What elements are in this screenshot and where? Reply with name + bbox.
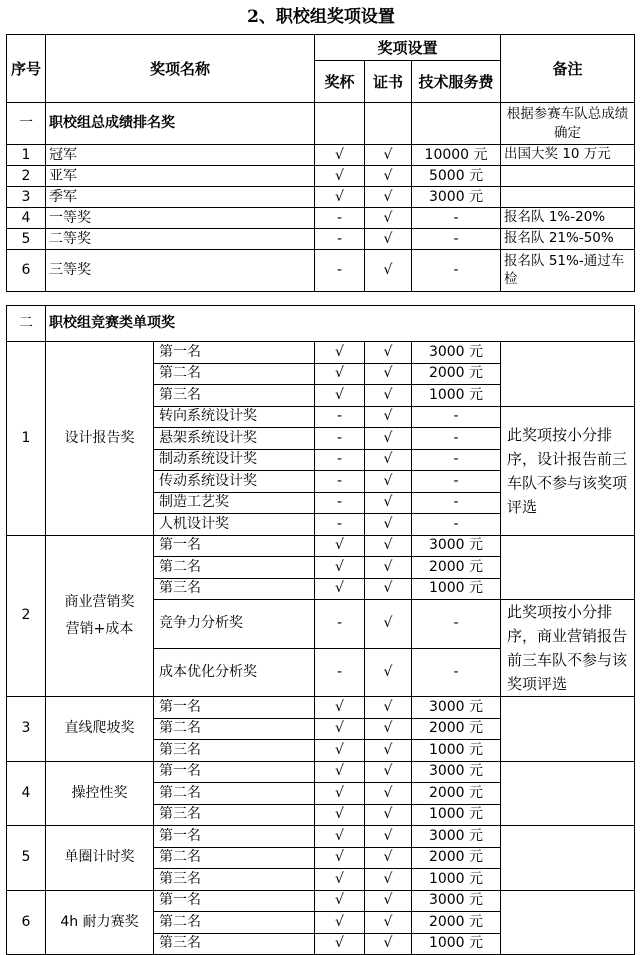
cert-mark: √ bbox=[365, 718, 412, 740]
table-row bbox=[7, 208, 635, 229]
fee-value: 2000 元 bbox=[412, 847, 501, 869]
group-no: 4 bbox=[7, 761, 46, 826]
table-row bbox=[7, 229, 635, 250]
cup-mark: √ bbox=[315, 342, 365, 364]
award-name: 第二名 bbox=[154, 912, 315, 934]
cert-mark: √ bbox=[365, 826, 412, 848]
cert-mark: √ bbox=[365, 166, 412, 187]
row-remark bbox=[501, 187, 635, 208]
group-name-text: 单圈计时奖 bbox=[64, 849, 135, 866]
award-name: 竞争力分析奖 bbox=[154, 600, 315, 649]
cup-mark: √ bbox=[315, 385, 365, 407]
group-no: 1 bbox=[7, 342, 46, 536]
table-row bbox=[7, 250, 635, 292]
cup-mark: - bbox=[315, 648, 365, 697]
cup-mark: - bbox=[315, 428, 365, 450]
table-row bbox=[7, 145, 635, 166]
fee-value: 1000 元 bbox=[412, 804, 501, 826]
fee-value: 1000 元 bbox=[412, 869, 501, 891]
empty-remark bbox=[501, 697, 635, 762]
section1-remark: 根据参赛车队总成绩确定 bbox=[501, 103, 635, 145]
group-name-text: 4h 耐力赛奖 bbox=[60, 913, 139, 930]
award-table-part1 bbox=[6, 34, 635, 292]
cert-mark: √ bbox=[365, 761, 412, 783]
table-row bbox=[7, 697, 635, 719]
cup-mark: √ bbox=[315, 697, 365, 719]
cup-mark: √ bbox=[315, 187, 365, 208]
award-name: 第三名 bbox=[154, 933, 315, 955]
row-remark bbox=[501, 166, 635, 187]
award-name: 传动系统设计奖 bbox=[154, 471, 315, 493]
award-name: 第一名 bbox=[154, 535, 315, 557]
award-name: 冠军 bbox=[46, 145, 315, 166]
row-remark: 报名队 51%-通过车检 bbox=[501, 250, 635, 292]
award-name: 亚军 bbox=[46, 166, 315, 187]
header-fee: 技术服务费 bbox=[412, 61, 501, 103]
section2-name: 职校组竞赛类单项奖 bbox=[46, 306, 635, 342]
fee-value: 3000 元 bbox=[412, 761, 501, 783]
cup-mark: √ bbox=[315, 890, 365, 912]
header-cert: 证书 bbox=[365, 61, 412, 103]
cert-mark: √ bbox=[365, 208, 412, 229]
cup-mark: √ bbox=[315, 145, 365, 166]
group-remark: 此奖项按小分排序，设计报告前三车队不参与该奖项评选 bbox=[501, 406, 635, 535]
cert-mark: √ bbox=[365, 847, 412, 869]
award-name: 第三名 bbox=[154, 578, 315, 600]
cert-mark: √ bbox=[365, 783, 412, 805]
award-name: 悬架系统设计奖 bbox=[154, 428, 315, 450]
cert-mark: √ bbox=[365, 471, 412, 493]
cert-mark: √ bbox=[365, 869, 412, 891]
header-cup: 奖杯 bbox=[315, 61, 365, 103]
fee-value: 1000 元 bbox=[412, 578, 501, 600]
row-remark: 报名队 1%-20% bbox=[501, 208, 635, 229]
cup-mark: - bbox=[315, 208, 365, 229]
row-remark: 出国大奖 10 万元 bbox=[501, 145, 635, 166]
cert-mark: √ bbox=[365, 187, 412, 208]
cup-mark: √ bbox=[315, 933, 365, 955]
cert-mark: √ bbox=[365, 557, 412, 579]
award-name: 制动系统设计奖 bbox=[154, 449, 315, 471]
cert-mark: √ bbox=[365, 250, 412, 292]
cert-mark: √ bbox=[365, 514, 412, 536]
group-no: 3 bbox=[7, 697, 46, 762]
group-no: 6 bbox=[7, 890, 46, 955]
group-name-text: 操控性奖 bbox=[71, 784, 128, 801]
group-name-text: 设计报告奖 bbox=[64, 429, 135, 446]
group-name bbox=[46, 761, 154, 826]
cup-mark: √ bbox=[315, 557, 365, 579]
row-no: 2 bbox=[7, 166, 46, 187]
cup-mark: √ bbox=[315, 804, 365, 826]
fee-value: - bbox=[412, 449, 501, 471]
group-name bbox=[46, 535, 154, 697]
empty-remark bbox=[501, 826, 635, 891]
cup-mark: - bbox=[315, 471, 365, 493]
header-no: 序号 bbox=[7, 35, 46, 103]
fee-value: 3000 元 bbox=[412, 342, 501, 364]
cert-mark: √ bbox=[365, 740, 412, 762]
cup-mark: - bbox=[315, 229, 365, 250]
fee-value: - bbox=[412, 406, 501, 428]
cert-mark: √ bbox=[365, 229, 412, 250]
award-name: 第二名 bbox=[154, 363, 315, 385]
fee-value: - bbox=[412, 208, 501, 229]
group-no: 5 bbox=[7, 826, 46, 891]
fee-value: 3000 元 bbox=[412, 535, 501, 557]
group-name bbox=[46, 826, 154, 891]
page-break bbox=[0, 295, 642, 305]
table-row bbox=[7, 166, 635, 187]
cert-mark: √ bbox=[365, 600, 412, 649]
fee-value: 3000 元 bbox=[412, 826, 501, 848]
table-row bbox=[7, 187, 635, 208]
header-remark: 备注 bbox=[501, 35, 635, 103]
group-subname-text: 营销+成本 bbox=[65, 620, 134, 637]
cert-mark: √ bbox=[365, 890, 412, 912]
award-name: 第一名 bbox=[154, 342, 315, 364]
cup-mark: √ bbox=[315, 869, 365, 891]
cup-mark: √ bbox=[315, 761, 365, 783]
cert-mark: √ bbox=[365, 697, 412, 719]
award-name: 转向系统设计奖 bbox=[154, 406, 315, 428]
fee-value: 1000 元 bbox=[412, 740, 501, 762]
cup-mark: - bbox=[315, 449, 365, 471]
fee-value: 10000 元 bbox=[412, 145, 501, 166]
award-name: 第三名 bbox=[154, 385, 315, 407]
table-row bbox=[7, 826, 635, 848]
award-name: 制造工艺奖 bbox=[154, 492, 315, 514]
fee-value: 2000 元 bbox=[412, 783, 501, 805]
cert-mark: √ bbox=[365, 406, 412, 428]
cup-mark: √ bbox=[315, 535, 365, 557]
header-name: 奖项名称 bbox=[46, 35, 315, 103]
award-name: 第一名 bbox=[154, 826, 315, 848]
cert-mark: √ bbox=[365, 648, 412, 697]
row-no: 1 bbox=[7, 145, 46, 166]
cup-mark: - bbox=[315, 406, 365, 428]
cert-mark: √ bbox=[365, 449, 412, 471]
cup-mark: √ bbox=[315, 783, 365, 805]
cup-mark: - bbox=[315, 514, 365, 536]
award-name: 第二名 bbox=[154, 718, 315, 740]
fee-value: - bbox=[412, 471, 501, 493]
group-name-text: 直线爬坡奖 bbox=[64, 720, 135, 737]
award-name: 三等奖 bbox=[46, 250, 315, 292]
cert-mark: √ bbox=[365, 385, 412, 407]
cup-mark: √ bbox=[315, 912, 365, 934]
cert-mark: √ bbox=[365, 912, 412, 934]
fee-value: 2000 元 bbox=[412, 912, 501, 934]
group-no: 2 bbox=[7, 535, 46, 697]
fee-value: 3000 元 bbox=[412, 890, 501, 912]
fee-value: - bbox=[412, 250, 501, 292]
cert-mark: √ bbox=[365, 492, 412, 514]
empty-remark bbox=[501, 535, 635, 600]
table-row bbox=[7, 890, 635, 912]
cup-mark: √ bbox=[315, 166, 365, 187]
award-name: 一等奖 bbox=[46, 208, 315, 229]
empty-remark bbox=[501, 342, 635, 407]
fee-value: 5000 元 bbox=[412, 166, 501, 187]
fee-value: - bbox=[412, 229, 501, 250]
fee-value: 3000 元 bbox=[412, 697, 501, 719]
cert-mark: √ bbox=[365, 342, 412, 364]
award-table-part2 bbox=[6, 305, 635, 955]
fee-value: - bbox=[412, 492, 501, 514]
page-title: 2、职校组奖项设置 bbox=[247, 7, 395, 27]
row-no: 5 bbox=[7, 229, 46, 250]
fee-value: 2000 元 bbox=[412, 718, 501, 740]
cert-mark: √ bbox=[365, 145, 412, 166]
group-remark: 此奖项按小分排序，商业营销报告前三车队不参与该奖项评选 bbox=[501, 600, 635, 697]
section1-no: 一 bbox=[7, 103, 46, 145]
fee-value: - bbox=[412, 648, 501, 697]
cup-mark: √ bbox=[315, 718, 365, 740]
award-name: 第二名 bbox=[154, 783, 315, 805]
fee-value: 2000 元 bbox=[412, 363, 501, 385]
fee-value: 2000 元 bbox=[412, 557, 501, 579]
row-no: 3 bbox=[7, 187, 46, 208]
cup-mark: √ bbox=[315, 578, 365, 600]
fee-value: 1000 元 bbox=[412, 385, 501, 407]
cup-mark: - bbox=[315, 250, 365, 292]
fee-value: 1000 元 bbox=[412, 933, 501, 955]
cert-mark: √ bbox=[365, 804, 412, 826]
cup-mark: - bbox=[315, 600, 365, 649]
award-name: 第一名 bbox=[154, 890, 315, 912]
group-name-text: 商业营销奖 bbox=[64, 593, 135, 610]
cert-mark: √ bbox=[365, 535, 412, 557]
award-name: 第三名 bbox=[154, 740, 315, 762]
award-name: 季军 bbox=[46, 187, 315, 208]
award-name: 二等奖 bbox=[46, 229, 315, 250]
award-name: 第一名 bbox=[154, 761, 315, 783]
cup-mark: √ bbox=[315, 826, 365, 848]
cert-mark: √ bbox=[365, 578, 412, 600]
table-row bbox=[7, 535, 635, 557]
section2-no: 二 bbox=[7, 306, 46, 342]
award-name: 第三名 bbox=[154, 869, 315, 891]
cup-mark: √ bbox=[315, 363, 365, 385]
header-setting: 奖项设置 bbox=[315, 35, 501, 61]
table-row bbox=[7, 342, 635, 364]
empty-remark bbox=[501, 761, 635, 826]
row-no: 4 bbox=[7, 208, 46, 229]
award-name: 成本优化分析奖 bbox=[154, 648, 315, 697]
award-name: 人机设计奖 bbox=[154, 514, 315, 536]
cup-mark: √ bbox=[315, 740, 365, 762]
table-row bbox=[7, 761, 635, 783]
cup-mark: √ bbox=[315, 847, 365, 869]
fee-value: - bbox=[412, 600, 501, 649]
group-name bbox=[46, 342, 154, 536]
cert-mark: √ bbox=[365, 363, 412, 385]
fee-value: - bbox=[412, 428, 501, 450]
award-name: 第二名 bbox=[154, 847, 315, 869]
award-name: 第二名 bbox=[154, 557, 315, 579]
award-name: 第一名 bbox=[154, 697, 315, 719]
section1-name: 职校组总成绩排名奖 bbox=[46, 103, 315, 145]
row-remark: 报名队 21%-50% bbox=[501, 229, 635, 250]
cert-mark: √ bbox=[365, 933, 412, 955]
row-no: 6 bbox=[7, 250, 46, 292]
fee-value: 3000 元 bbox=[412, 187, 501, 208]
cup-mark: - bbox=[315, 492, 365, 514]
cert-mark: √ bbox=[365, 428, 412, 450]
group-name bbox=[46, 697, 154, 762]
award-name: 第三名 bbox=[154, 804, 315, 826]
fee-value: - bbox=[412, 514, 501, 536]
